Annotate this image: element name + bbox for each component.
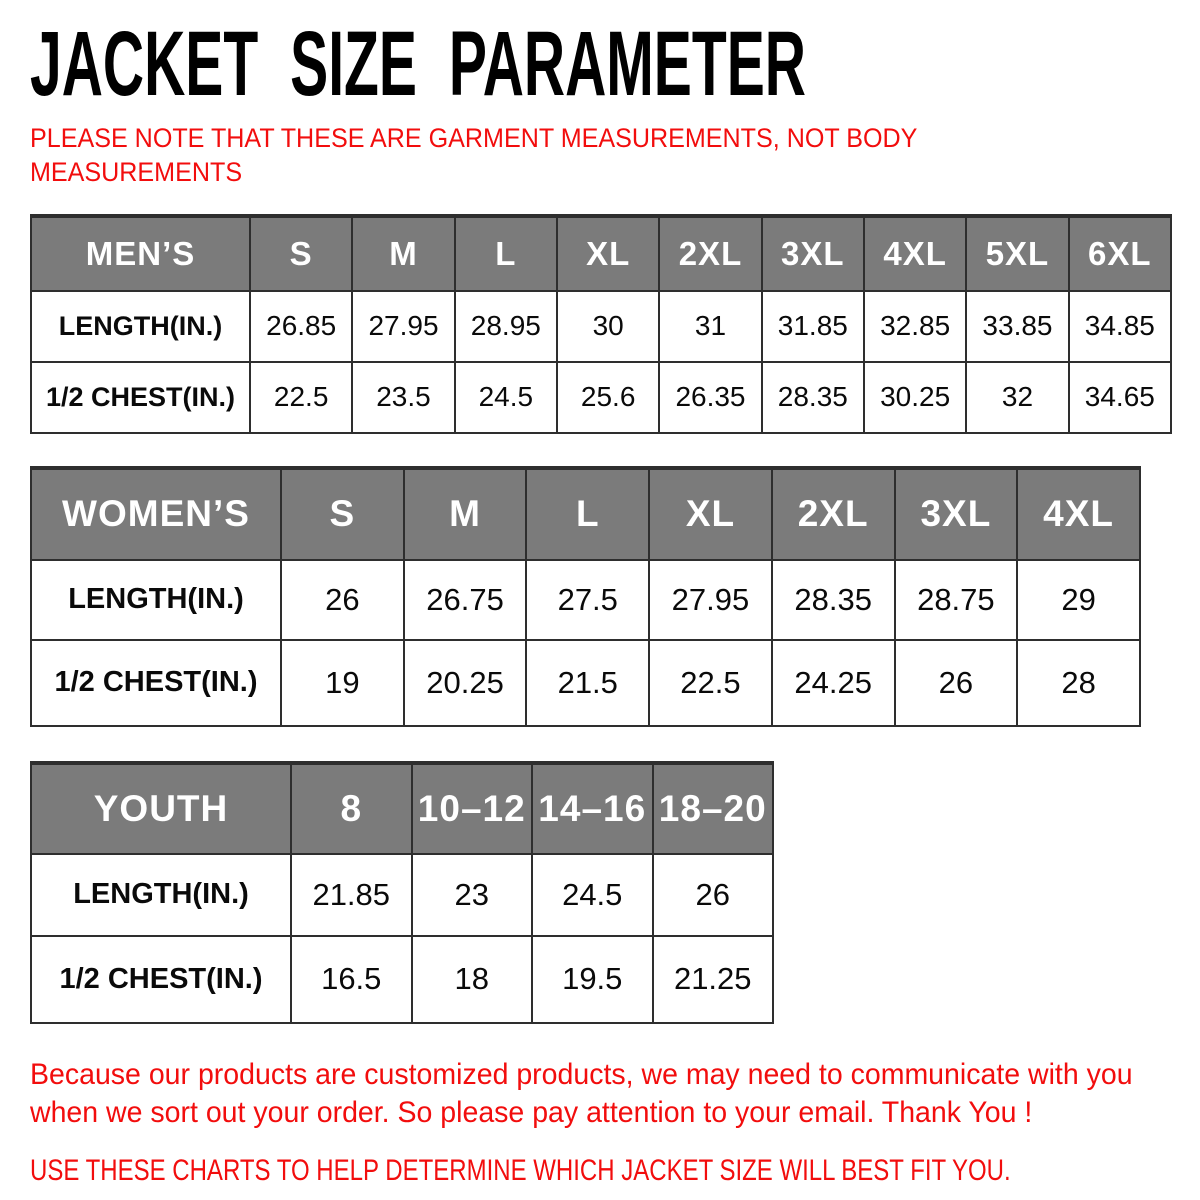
- size-header-cell: 18–20: [653, 763, 774, 854]
- value-cell: 21.85: [291, 854, 412, 936]
- value-cell: 22.5: [250, 362, 352, 433]
- value-cell: 28.35: [772, 560, 895, 640]
- value-cell: 29: [1017, 560, 1140, 640]
- size-header-cell: 8: [291, 763, 412, 854]
- value-cell: 28: [1017, 640, 1140, 726]
- table-title-cell: WOMEN’S: [31, 468, 281, 560]
- value-cell: 26.35: [659, 362, 761, 433]
- row-label-cell: LENGTH(IN.): [31, 291, 250, 362]
- value-cell: 28.35: [762, 362, 864, 433]
- text-line: MEASUREMENTS: [30, 157, 243, 188]
- customization-footer-note: [30, 1056, 1133, 1133]
- table-title-cell: YOUTH: [31, 763, 291, 854]
- value-cell: 26: [281, 560, 404, 640]
- value-cell: 32: [966, 362, 1068, 433]
- garment-measurement-note: [30, 121, 917, 190]
- size-header-cell: S: [250, 216, 352, 291]
- womens-size-table: [30, 466, 1141, 727]
- table-row: [31, 362, 1171, 433]
- youth-size-table: [30, 761, 774, 1024]
- value-cell: 30.25: [864, 362, 966, 433]
- row-label-cell: LENGTH(IN.): [31, 854, 291, 936]
- size-header-cell: S: [281, 468, 404, 560]
- size-header-cell: 6XL: [1069, 216, 1171, 291]
- chart-usage-instruction: USE THESE CHARTS TO HELP DETERMINE WHICH JACKET SIZE WILL BEST FIT YOU.: [30, 1153, 1011, 1187]
- mens-size-table: [30, 214, 1172, 434]
- value-cell: 23: [412, 854, 533, 936]
- value-cell: 21.5: [526, 640, 649, 726]
- value-cell: 27.95: [649, 560, 772, 640]
- header-row: [31, 468, 1140, 560]
- size-header-cell: 4XL: [864, 216, 966, 291]
- value-cell: 31: [659, 291, 761, 362]
- value-cell: 18: [412, 936, 533, 1023]
- value-cell: 34.85: [1069, 291, 1171, 362]
- value-cell: 26: [895, 640, 1018, 726]
- value-cell: 34.65: [1069, 362, 1171, 433]
- value-cell: 32.85: [864, 291, 966, 362]
- value-cell: 16.5: [291, 936, 412, 1023]
- value-cell: 19: [281, 640, 404, 726]
- size-header-cell: L: [455, 216, 557, 291]
- header-row: [31, 763, 773, 854]
- value-cell: 26: [653, 854, 774, 936]
- row-label-cell: LENGTH(IN.): [31, 560, 281, 640]
- row-label-cell: 1/2 CHEST(IN.): [31, 640, 281, 726]
- value-cell: 27.5: [526, 560, 649, 640]
- value-cell: 27.95: [352, 291, 454, 362]
- value-cell: 23.5: [352, 362, 454, 433]
- size-header-cell: L: [526, 468, 649, 560]
- size-header-cell: 3XL: [895, 468, 1018, 560]
- table-row: [31, 291, 1171, 362]
- size-header-cell: XL: [557, 216, 659, 291]
- value-cell: 19.5: [532, 936, 653, 1023]
- size-header-cell: 2XL: [772, 468, 895, 560]
- value-cell: 26.85: [250, 291, 352, 362]
- value-cell: 28.75: [895, 560, 1018, 640]
- text-line: PLEASE NOTE THAT THESE ARE GARMENT MEASUREMENTS, NOT BODY: [30, 122, 918, 153]
- table-title-cell: MEN’S: [31, 216, 250, 291]
- table-row: [31, 560, 1140, 640]
- table-row: [31, 936, 773, 1023]
- header-row: [31, 216, 1171, 291]
- value-cell: 28.95: [455, 291, 557, 362]
- size-header-cell: 10–12: [412, 763, 533, 854]
- page-title: JACKET SIZE PARAMETER: [30, 13, 806, 115]
- row-label-cell: 1/2 CHEST(IN.): [31, 936, 291, 1023]
- value-cell: 22.5: [649, 640, 772, 726]
- table-row: [31, 854, 773, 936]
- size-header-cell: 14–16: [532, 763, 653, 854]
- value-cell: 21.25: [653, 936, 774, 1023]
- value-cell: 24.25: [772, 640, 895, 726]
- size-header-cell: 4XL: [1017, 468, 1140, 560]
- value-cell: 33.85: [966, 291, 1068, 362]
- size-header-cell: 3XL: [762, 216, 864, 291]
- value-cell: 31.85: [762, 291, 864, 362]
- text-line: when we sort out your order. So please pay attention to your email. Thank You !: [30, 1096, 1033, 1130]
- row-label-cell: 1/2 CHEST(IN.): [31, 362, 250, 433]
- value-cell: 20.25: [404, 640, 527, 726]
- value-cell: 25.6: [557, 362, 659, 433]
- size-header-cell: 5XL: [966, 216, 1068, 291]
- size-header-cell: M: [404, 468, 527, 560]
- value-cell: 24.5: [455, 362, 557, 433]
- value-cell: 30: [557, 291, 659, 362]
- value-cell: 26.75: [404, 560, 527, 640]
- size-header-cell: XL: [649, 468, 772, 560]
- size-header-cell: 2XL: [659, 216, 761, 291]
- table-row: [31, 640, 1140, 726]
- value-cell: 24.5: [532, 854, 653, 936]
- text-line: Because our products are customized products, we may need to communicate with you: [30, 1057, 1133, 1091]
- size-header-cell: M: [352, 216, 454, 291]
